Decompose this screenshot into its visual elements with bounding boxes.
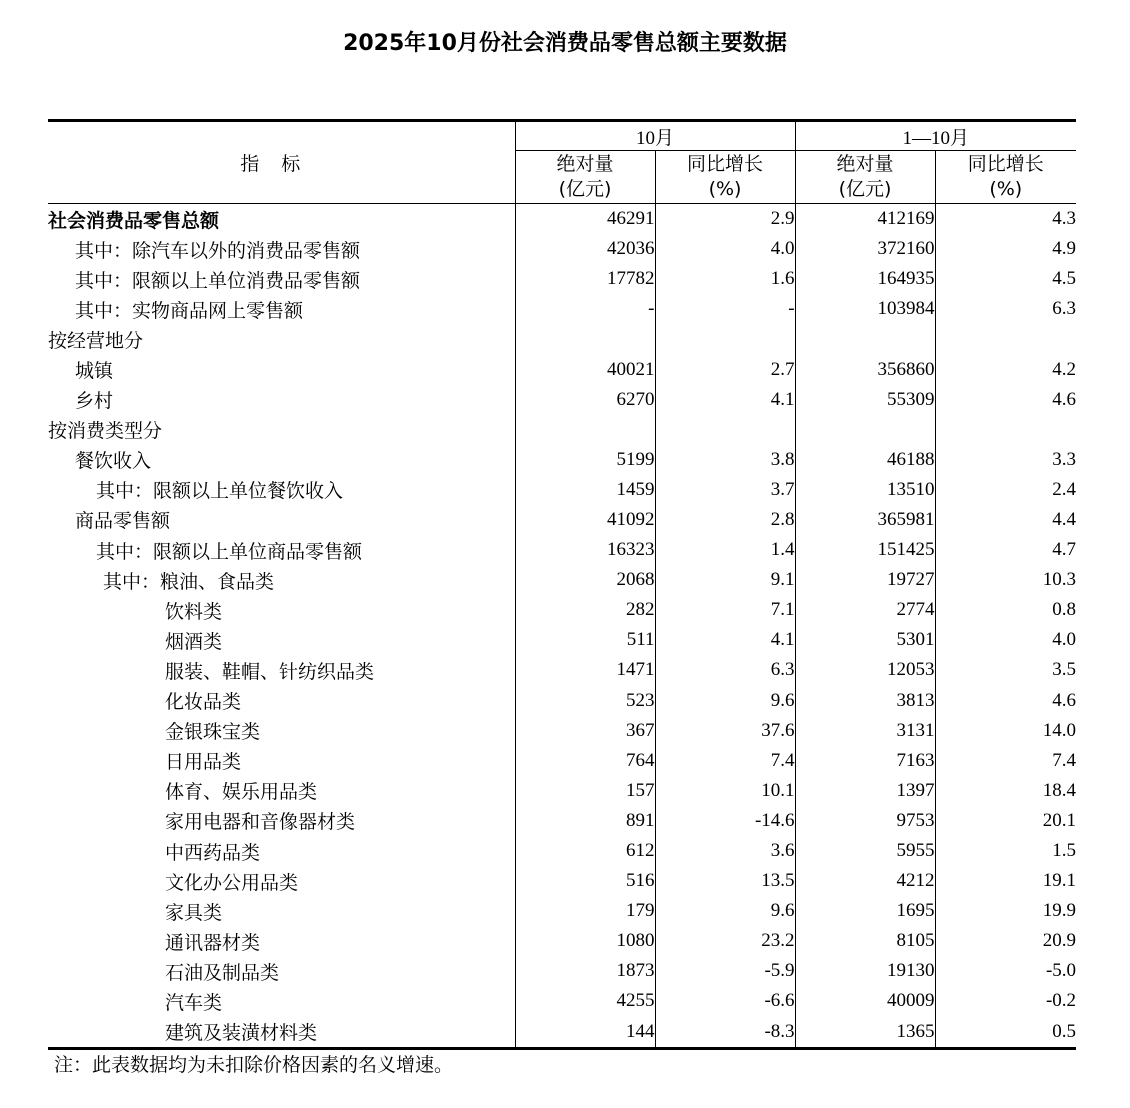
month-yoy-cell: 9.6	[655, 686, 795, 716]
table-row	[48, 385, 1076, 415]
cumulative-abs-cell: 5301	[795, 625, 935, 655]
month-abs-cell: 41092	[515, 505, 655, 535]
cumulative-yoy-cell: 0.8	[935, 595, 1076, 625]
cumulative-abs-cell: 7163	[795, 746, 935, 776]
month-yoy-cell: 9.6	[655, 896, 795, 926]
table-row	[48, 686, 1076, 716]
cumulative-yoy-cell: 4.7	[935, 535, 1076, 565]
row-label: 烟酒类	[165, 630, 223, 653]
month-abs-header	[515, 151, 655, 204]
cumulative-abs-cell: 1365	[795, 1017, 935, 1049]
indicator-header: 指标	[48, 121, 515, 204]
row-label: 按消费类型分	[48, 420, 163, 443]
row-label: 其中：粮油、食品类	[103, 570, 275, 593]
row-label: 其中：限额以上单位商品零售额	[96, 540, 363, 563]
month-yoy-cell: 9.1	[655, 565, 795, 595]
header-line: (亿元)	[838, 178, 892, 200]
cumulative-abs-cell: 40009	[795, 986, 935, 1016]
cumulative-yoy-cell: -0.2	[935, 986, 1076, 1016]
cumulative-abs-cell: 164935	[795, 264, 935, 294]
month-yoy-cell: -6.6	[655, 986, 795, 1016]
cumulative-yoy-cell: 20.9	[935, 926, 1076, 956]
cumulative-yoy-cell: 3.3	[935, 445, 1076, 475]
month-abs-cell: 282	[515, 595, 655, 625]
retail-sales-table	[48, 119, 1076, 1050]
month-abs-cell: 1459	[515, 475, 655, 505]
month-yoy-cell: 2.9	[655, 204, 795, 235]
cumulative-abs-cell	[795, 324, 935, 354]
table-row	[48, 595, 1076, 625]
month-yoy-cell: 23.2	[655, 926, 795, 956]
row-label: 其中：除汽车以外的消费品零售额	[75, 239, 361, 262]
month-abs-cell: 16323	[515, 535, 655, 565]
cumulative-abs-cell: 412169	[795, 204, 935, 235]
cumulative-yoy-cell: 7.4	[935, 746, 1076, 776]
table-row	[48, 625, 1076, 655]
cumulative-abs-cell: 13510	[795, 475, 935, 505]
month-yoy-header	[655, 151, 795, 204]
cumulative-yoy-cell: 2.4	[935, 475, 1076, 505]
header-line: (%)	[989, 178, 1023, 200]
month-abs-cell: 367	[515, 716, 655, 746]
month-abs-cell: 17782	[515, 264, 655, 294]
cumulative-yoy-cell	[935, 324, 1076, 354]
cumulative-abs-cell: 19727	[795, 565, 935, 595]
row-label: 文化办公用品类	[165, 871, 299, 894]
table-row	[48, 866, 1076, 896]
cumulative-yoy-cell: 20.1	[935, 806, 1076, 836]
table-row	[48, 415, 1076, 445]
month-abs-cell: 6270	[515, 385, 655, 415]
header-line: 同比增长	[687, 153, 764, 175]
table-row	[48, 956, 1076, 986]
cumulative-abs-cell: 5955	[795, 836, 935, 866]
header-line: 同比增长	[967, 153, 1044, 175]
month-abs-cell	[515, 415, 655, 445]
month-abs-cell	[515, 324, 655, 354]
cumulative-abs-cell: 103984	[795, 294, 935, 324]
month-abs-cell: 4255	[515, 986, 655, 1016]
row-label: 体育、娱乐用品类	[165, 781, 318, 804]
month-abs-cell: 5199	[515, 445, 655, 475]
page-title: 2025年10月份社会消费品零售总额主要数据	[343, 31, 787, 56]
period-cumulative-header: 1—10月	[795, 121, 1076, 151]
row-label: 汽车类	[165, 991, 223, 1014]
header-line: (亿元)	[558, 178, 612, 200]
cumulative-abs-cell: 1695	[795, 896, 935, 926]
month-yoy-cell: 13.5	[655, 866, 795, 896]
cumulative-yoy-cell: 10.3	[935, 565, 1076, 595]
cumulative-abs-cell: 46188	[795, 445, 935, 475]
cumulative-abs-header	[795, 151, 935, 204]
month-yoy-cell: -8.3	[655, 1017, 795, 1049]
cumulative-abs-cell: 55309	[795, 385, 935, 415]
row-label: 日用品类	[165, 751, 242, 774]
cumulative-yoy-cell: 4.3	[935, 204, 1076, 235]
month-abs-cell: 1471	[515, 655, 655, 685]
row-label: 餐饮收入	[75, 450, 152, 473]
cumulative-yoy-cell: 3.5	[935, 655, 1076, 685]
month-abs-cell: 612	[515, 836, 655, 866]
month-abs-cell: 523	[515, 686, 655, 716]
month-yoy-cell: 37.6	[655, 716, 795, 746]
month-abs-cell: 46291	[515, 204, 655, 235]
table-row	[48, 926, 1076, 956]
cumulative-yoy-cell: 1.5	[935, 836, 1076, 866]
month-yoy-cell: 1.4	[655, 535, 795, 565]
table-row	[48, 836, 1076, 866]
row-label: 按经营地分	[48, 329, 144, 352]
cumulative-yoy-cell	[935, 415, 1076, 445]
cumulative-yoy-cell: 19.1	[935, 866, 1076, 896]
cumulative-abs-cell: 4212	[795, 866, 935, 896]
cumulative-yoy-cell: 14.0	[935, 716, 1076, 746]
header-row-periods	[48, 121, 1076, 151]
table-row	[48, 294, 1076, 324]
cumulative-abs-cell: 9753	[795, 806, 935, 836]
table-row	[48, 445, 1076, 475]
table-row	[48, 896, 1076, 926]
month-abs-cell: 764	[515, 746, 655, 776]
table-row	[48, 776, 1076, 806]
cumulative-yoy-cell: -5.0	[935, 956, 1076, 986]
month-abs-cell: -	[515, 294, 655, 324]
cumulative-yoy-cell: 4.5	[935, 264, 1076, 294]
row-label: 社会消费品零售总额	[48, 209, 220, 232]
cumulative-abs-cell: 12053	[795, 655, 935, 685]
table-row	[48, 716, 1076, 746]
month-abs-cell: 2068	[515, 565, 655, 595]
cumulative-yoy-cell: 6.3	[935, 294, 1076, 324]
header-line: (%)	[708, 178, 742, 200]
month-abs-cell: 891	[515, 806, 655, 836]
row-label: 其中：限额以上单位消费品零售额	[75, 269, 361, 292]
row-label: 家用电器和音像器材类	[165, 811, 356, 834]
cumulative-abs-cell: 2774	[795, 595, 935, 625]
month-yoy-cell: -	[655, 294, 795, 324]
cumulative-yoy-cell: 4.6	[935, 385, 1076, 415]
cumulative-abs-cell	[795, 415, 935, 445]
cumulative-yoy-cell: 4.2	[935, 354, 1076, 384]
row-label: 家具类	[165, 901, 223, 924]
cumulative-abs-cell: 356860	[795, 354, 935, 384]
header-line: 绝对量	[836, 153, 894, 175]
row-label: 化妆品类	[165, 691, 242, 714]
month-yoy-cell: 2.7	[655, 354, 795, 384]
row-label: 中西药品类	[165, 841, 261, 864]
cumulative-yoy-cell: 4.6	[935, 686, 1076, 716]
month-abs-cell: 144	[515, 1017, 655, 1049]
table-row	[48, 535, 1076, 565]
month-abs-cell: 1080	[515, 926, 655, 956]
table-row	[48, 655, 1076, 685]
row-label: 乡村	[75, 390, 114, 413]
month-yoy-cell: -5.9	[655, 956, 795, 986]
table-row	[48, 565, 1076, 595]
cumulative-abs-cell: 1397	[795, 776, 935, 806]
month-yoy-cell: 4.0	[655, 234, 795, 264]
row-label: 其中：实物商品网上零售额	[75, 299, 304, 322]
table-row	[48, 354, 1076, 384]
month-abs-cell: 40021	[515, 354, 655, 384]
table-row	[48, 324, 1076, 354]
table-row	[48, 264, 1076, 294]
cumulative-abs-cell: 19130	[795, 956, 935, 986]
month-yoy-cell: 4.1	[655, 385, 795, 415]
row-label: 建筑及装潢材料类	[165, 1022, 318, 1045]
month-yoy-cell: 7.1	[655, 595, 795, 625]
table-row	[48, 1017, 1076, 1049]
row-label: 商品零售额	[75, 510, 171, 533]
cumulative-yoy-header	[935, 151, 1076, 204]
table-row	[48, 204, 1076, 235]
table-row	[48, 746, 1076, 776]
cumulative-yoy-cell: 4.4	[935, 505, 1076, 535]
month-abs-cell: 1873	[515, 956, 655, 986]
month-abs-cell: 179	[515, 896, 655, 926]
table-row	[48, 505, 1076, 535]
cumulative-abs-cell: 365981	[795, 505, 935, 535]
month-yoy-cell: 4.1	[655, 625, 795, 655]
period-month-header: 10月	[515, 121, 795, 151]
month-yoy-cell: 6.3	[655, 655, 795, 685]
cumulative-yoy-cell: 4.0	[935, 625, 1076, 655]
cumulative-abs-cell: 8105	[795, 926, 935, 956]
month-yoy-cell	[655, 415, 795, 445]
month-yoy-cell: 2.8	[655, 505, 795, 535]
cumulative-yoy-cell: 18.4	[935, 776, 1076, 806]
header-line: 绝对量	[556, 153, 614, 175]
month-yoy-cell: 3.7	[655, 475, 795, 505]
cumulative-abs-cell: 3131	[795, 716, 935, 746]
row-label: 其中：限额以上单位餐饮收入	[96, 480, 344, 503]
month-yoy-cell: 7.4	[655, 746, 795, 776]
month-yoy-cell: 1.6	[655, 264, 795, 294]
row-label: 通讯器材类	[165, 931, 261, 954]
cumulative-yoy-cell: 4.9	[935, 234, 1076, 264]
cumulative-yoy-cell: 0.5	[935, 1017, 1076, 1049]
cumulative-abs-cell: 151425	[795, 535, 935, 565]
month-abs-cell: 42036	[515, 234, 655, 264]
table-row	[48, 806, 1076, 836]
row-label: 饮料类	[165, 600, 223, 623]
month-abs-cell: 511	[515, 625, 655, 655]
table-row	[48, 475, 1076, 505]
month-yoy-cell: 10.1	[655, 776, 795, 806]
cumulative-abs-cell: 3813	[795, 686, 935, 716]
row-label: 城镇	[75, 360, 114, 383]
month-yoy-cell	[655, 324, 795, 354]
table-row	[48, 234, 1076, 264]
table-row	[48, 986, 1076, 1016]
row-label: 金银珠宝类	[165, 721, 261, 744]
month-abs-cell: 516	[515, 866, 655, 896]
month-yoy-cell: 3.6	[655, 836, 795, 866]
footnote: 注：此表数据均为未扣除价格因素的名义增速。	[54, 1054, 454, 1076]
month-yoy-cell: -14.6	[655, 806, 795, 836]
month-yoy-cell: 3.8	[655, 445, 795, 475]
cumulative-abs-cell: 372160	[795, 234, 935, 264]
row-label: 服装、鞋帽、针纺织品类	[165, 660, 375, 683]
row-label: 石油及制品类	[165, 961, 280, 984]
month-abs-cell: 157	[515, 776, 655, 806]
cumulative-yoy-cell: 19.9	[935, 896, 1076, 926]
